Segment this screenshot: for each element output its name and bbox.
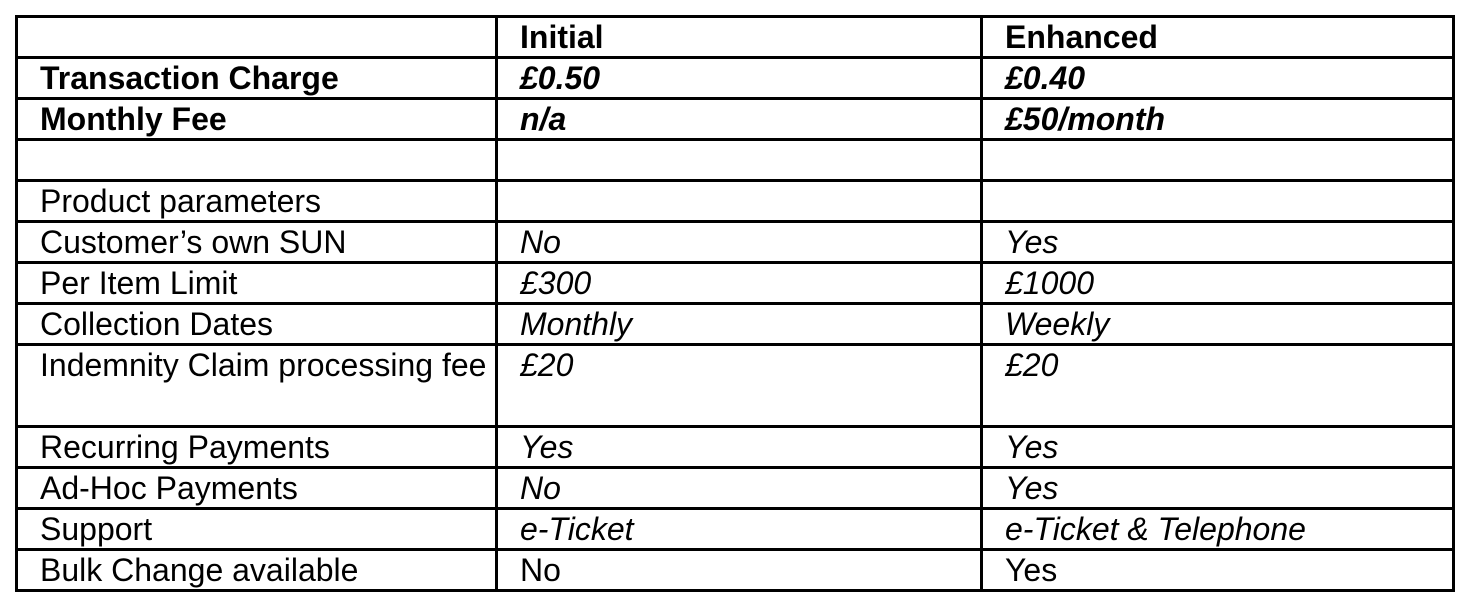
table-row — [17, 468, 1454, 509]
row-label: Indemnity Claim processing fee — [17, 345, 497, 427]
row-label: Support — [17, 509, 497, 550]
header-cell-enhanced: Enhanced — [982, 17, 1454, 58]
table-row — [17, 345, 1454, 427]
initial-value — [497, 181, 982, 222]
enhanced-value: £1000 — [982, 263, 1454, 304]
enhanced-value: Yes — [982, 550, 1454, 591]
table-row — [17, 550, 1454, 591]
row-label: Monthly Fee — [17, 99, 497, 140]
initial-value: No — [497, 468, 982, 509]
initial-value: £0.50 — [497, 58, 982, 99]
row-label — [17, 140, 497, 181]
initial-value: n/a — [497, 99, 982, 140]
table-row — [17, 222, 1454, 263]
table-row — [17, 58, 1454, 99]
row-label: Bulk Change available — [17, 550, 497, 591]
enhanced-value — [982, 140, 1454, 181]
enhanced-value: Weekly — [982, 304, 1454, 345]
table-row — [17, 427, 1454, 468]
pricing-comparison-table — [15, 15, 1455, 592]
enhanced-value: £0.40 — [982, 58, 1454, 99]
enhanced-value: Yes — [982, 222, 1454, 263]
row-label: Transaction Charge — [17, 58, 497, 99]
table-row — [17, 181, 1454, 222]
initial-value: Monthly — [497, 304, 982, 345]
initial-value: Yes — [497, 427, 982, 468]
table-row — [17, 304, 1454, 345]
enhanced-value: £50/month — [982, 99, 1454, 140]
table-row — [17, 509, 1454, 550]
initial-value: £300 — [497, 263, 982, 304]
header-cell-empty — [17, 17, 497, 58]
header-row — [17, 17, 1454, 58]
table-row — [17, 99, 1454, 140]
table-row — [17, 263, 1454, 304]
enhanced-value: Yes — [982, 427, 1454, 468]
row-label: Ad-Hoc Payments — [17, 468, 497, 509]
initial-value — [497, 140, 982, 181]
row-label: Per Item Limit — [17, 263, 497, 304]
enhanced-value — [982, 181, 1454, 222]
header-cell-initial: Initial — [497, 17, 982, 58]
row-label: Recurring Payments — [17, 427, 497, 468]
initial-value: e-Ticket — [497, 509, 982, 550]
enhanced-value: e-Ticket & Telephone — [982, 509, 1454, 550]
table-row-spacer — [17, 140, 1454, 181]
enhanced-value: £20 — [982, 345, 1454, 427]
initial-value: No — [497, 550, 982, 591]
initial-value: No — [497, 222, 982, 263]
enhanced-value: Yes — [982, 468, 1454, 509]
row-label: Customer’s own SUN — [17, 222, 497, 263]
row-label: Collection Dates — [17, 304, 497, 345]
initial-value: £20 — [497, 345, 982, 427]
row-label: Product parameters — [17, 181, 497, 222]
